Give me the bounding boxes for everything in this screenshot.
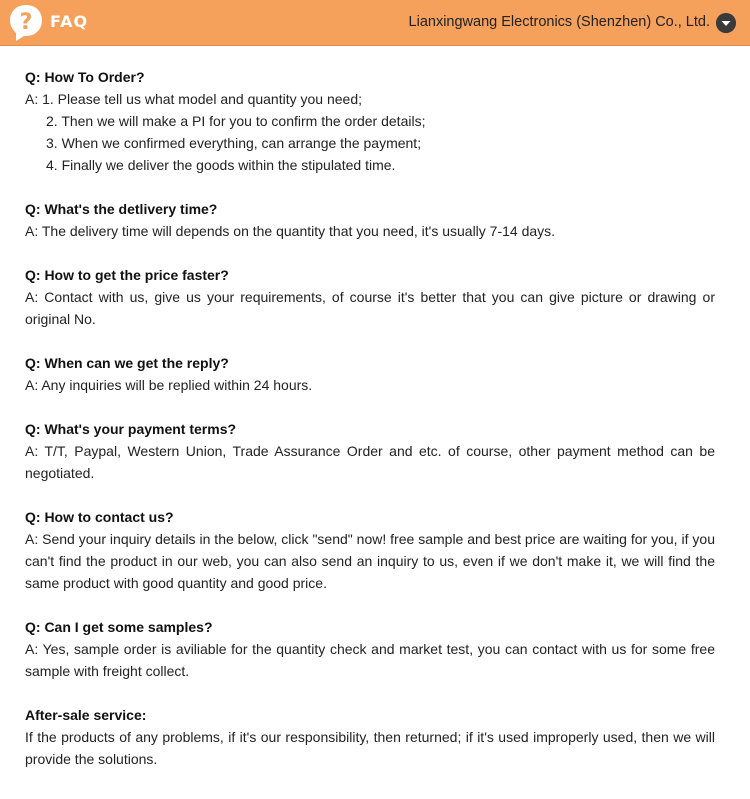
faq-answer: If the products of any problems, if it's our responsibility, then returned; if it's used improperly used, then we will provide the solutions. [25,729,715,767]
faq-item-contact [25,506,715,594]
faq-item-reply [25,352,715,396]
faq-answer-line: 2. Then we will make a PI for you to confirm the order details; [46,113,426,129]
faq-list [25,66,715,792]
faq-answer: A: Yes, sample order is aviliable for the quantity check and market test, you can contact with us for some free sample with freight collect. [25,641,715,679]
faq-question: Q: Can I get some samples? [25,619,213,635]
faq-question: Q: How To Order? [25,69,145,85]
faq-question: Q: When can we get the reply? [25,355,229,371]
faq-answer: A: Any inquiries will be replied within 24 hours. [25,377,313,393]
question-icon [8,3,44,43]
faq-question: Q: How to get the price faster? [25,267,229,283]
faq-answer-line: A: 1. Please tell us what model and quantity you need; [25,91,362,107]
faq-question: Q: What's the detlivery time? [25,201,218,217]
faq-answer: A: T/T, Paypal, Western Union, Trade Assurance Order and etc. of course, other payment method can be negotiated. [25,443,715,481]
faq-answer-line: 3. When we confirmed everything, can arrange the payment; [46,135,422,151]
faq-item-samples [25,616,715,682]
faq-answer: A: Contact with us, give us your requirements, of course it's better that you can give picture or drawing or original No. [25,289,715,327]
faq-question: Q: How to contact us? [25,509,174,525]
faq-question: Q: What's your payment terms? [25,421,237,437]
faq-item-price [25,264,715,330]
faq-header [0,0,750,46]
faq-item-after-sale [25,704,715,770]
faq-item-payment [25,418,715,484]
faq-answer: A: The delivery time will depends on the quantity that you need, it's usually 7-14 days. [25,223,556,239]
faq-answer: A: Send your inquiry details in the below, click "send" now! free sample and best price are waiting for you, if you can't find the product in our web, you can also send an inquiry to us, even if we don't make it, we will find the same product with good quantity and good price. [25,531,715,591]
faq-item-how-to-order [25,66,715,176]
faq-item-delivery-time [25,198,715,242]
faq-question: After-sale service: [25,707,147,723]
chevron-down-icon[interactable] [716,13,736,33]
svg-text:?: ? [19,10,33,35]
company-name: Lianxingwang Electronics (Shenzhen) Co., Ltd. [408,14,710,30]
faq-title: FAQ [50,12,89,31]
faq-answer-line: 4. Finally we deliver the goods within the stipulated time. [46,157,396,173]
